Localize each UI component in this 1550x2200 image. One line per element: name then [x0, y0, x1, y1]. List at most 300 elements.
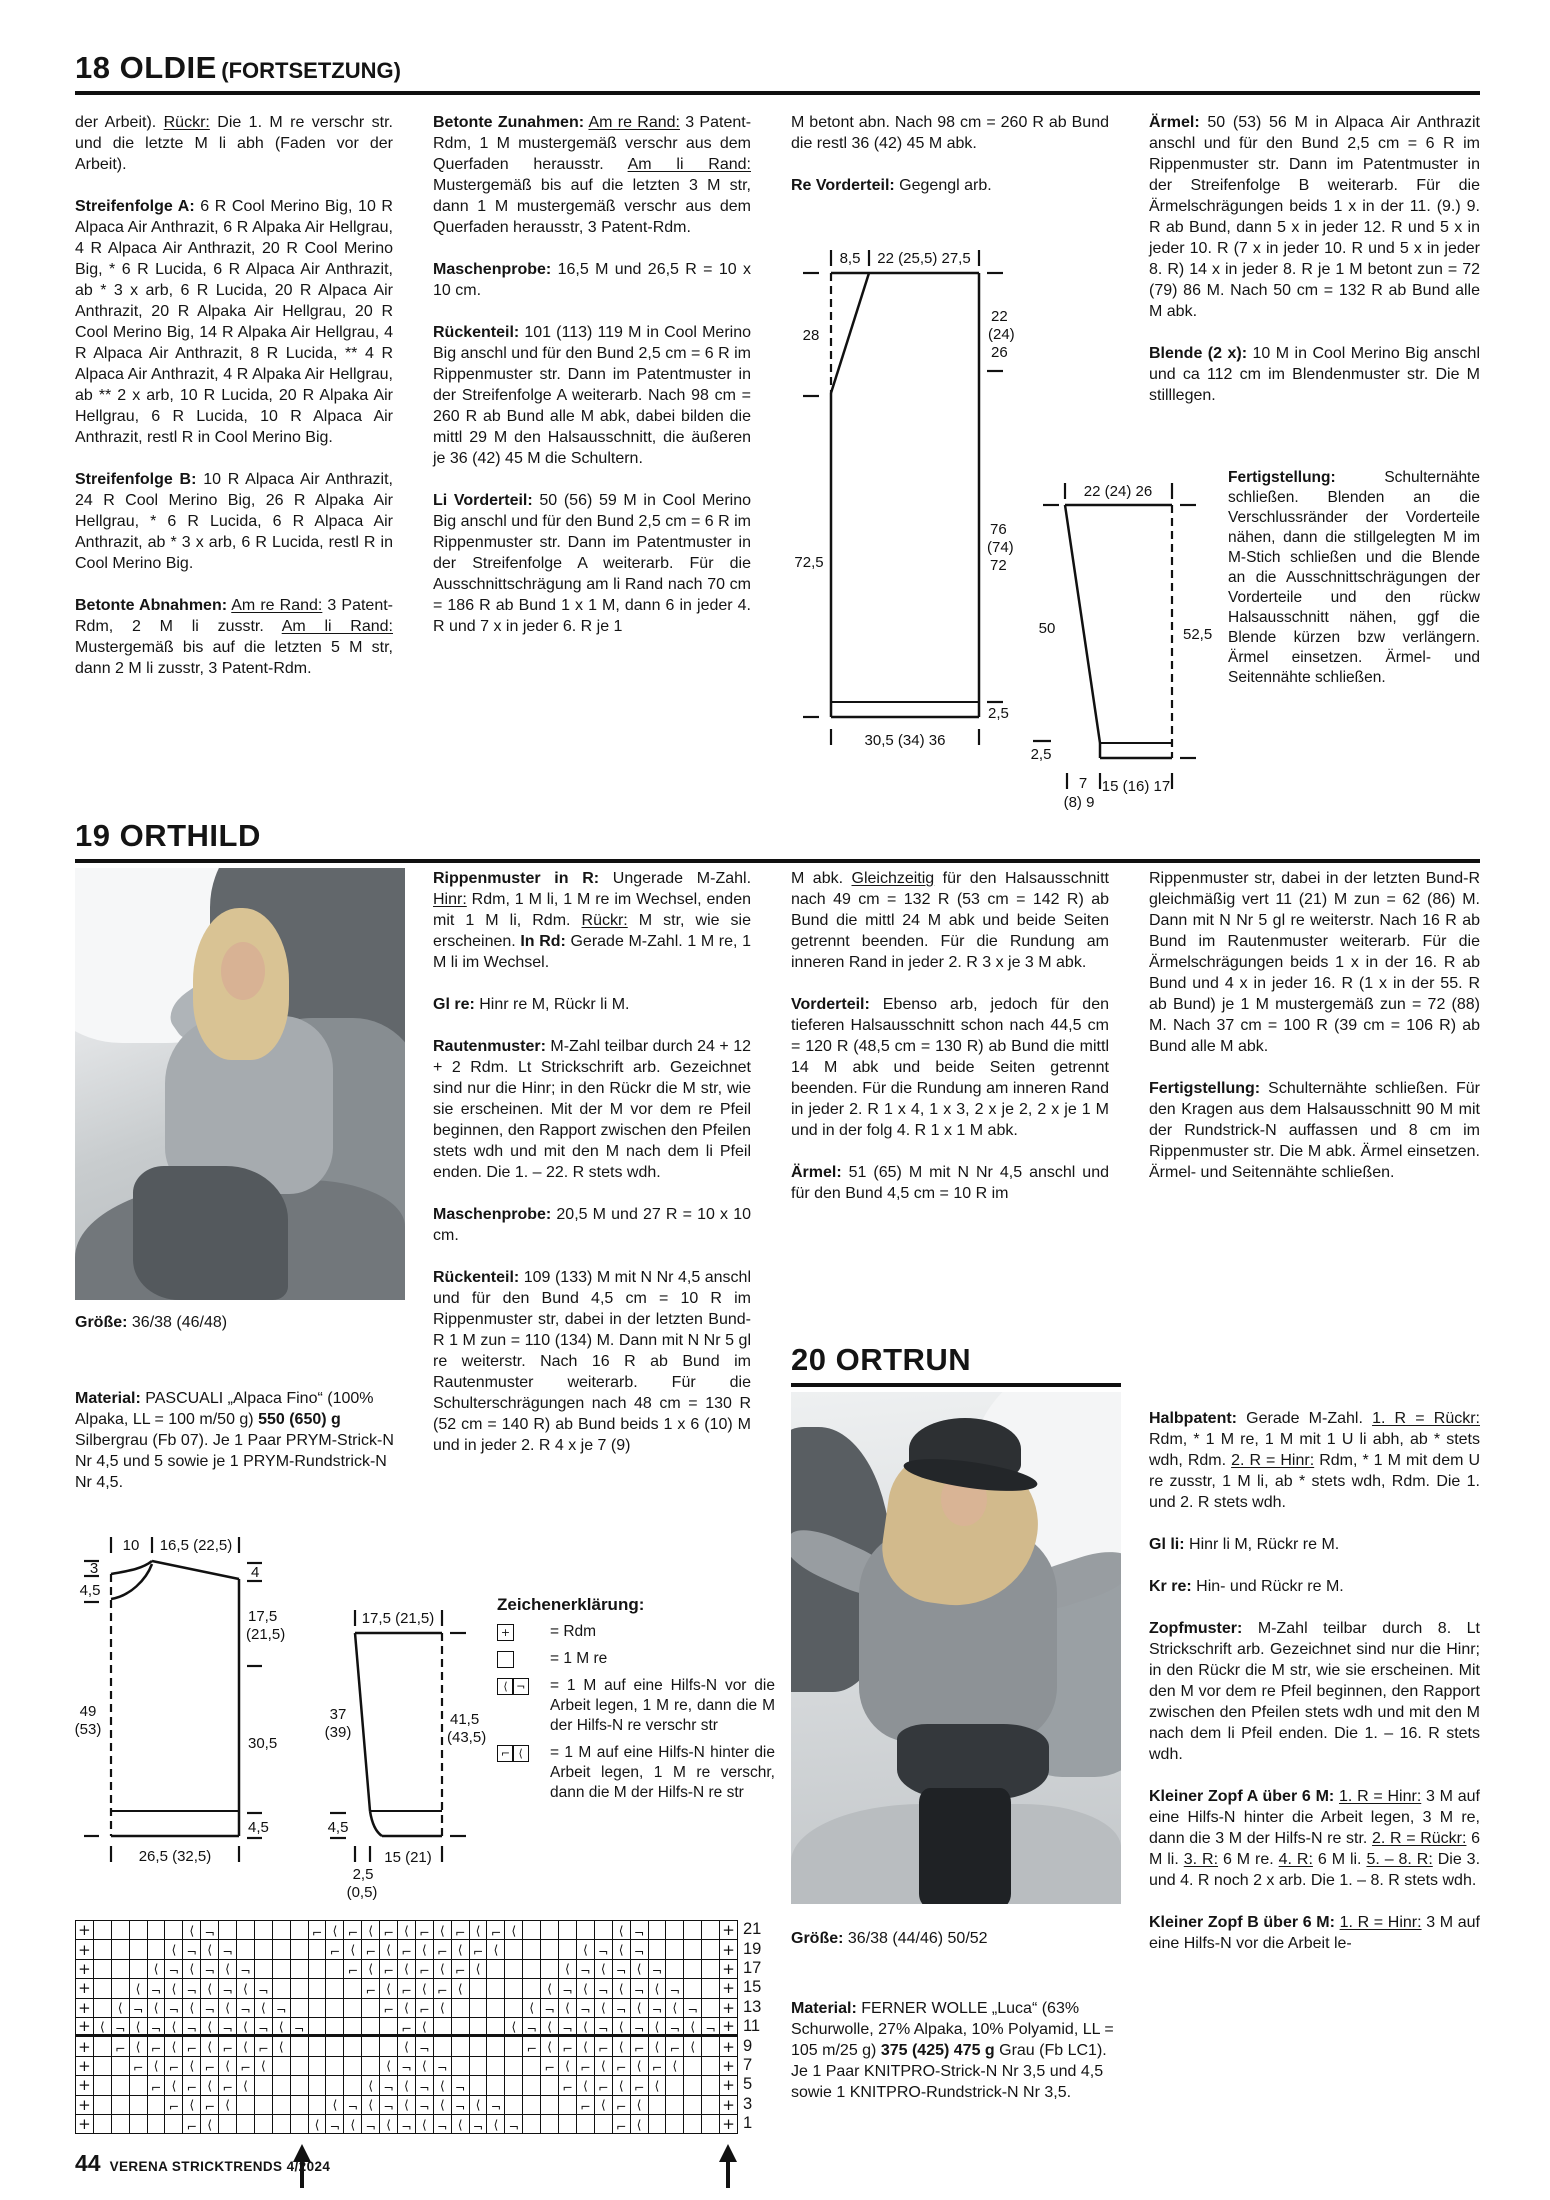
- chart-cell: [344, 2057, 362, 2076]
- text-run: Rdm, * 1 M mit dem U re zusstr, 1 M li, ab * stets wdh, Rdm. Die 1. und 2. R stets wdh.: [1149, 1452, 1481, 1511]
- text-run: 16,5 M und 26,5 R = 10 x 10 cm.: [433, 261, 751, 299]
- chart-cell: [595, 1960, 613, 1979]
- text-run: Gerade M-Zahl. 1 M re, 1 M li im Wechsel.: [433, 933, 751, 971]
- paragraph: [75, 1388, 405, 1493]
- chart-cell: [130, 1979, 148, 1998]
- chart-cell: [541, 2076, 559, 2095]
- chart-cell: [720, 2057, 738, 2076]
- chart-cell: [94, 1960, 112, 1979]
- chart-cell: [291, 2076, 309, 2095]
- chart-cell: [148, 1940, 166, 1959]
- paragraph: [433, 259, 751, 301]
- legend-text: = 1 M auf eine Hilfs-N vor die Arbeit legen, 1 M re, dann die M der Hilfs-N re verschr str: [550, 1677, 775, 1734]
- text-run: 5. – 8. R:: [1366, 1851, 1433, 1868]
- chart-cell: [505, 2037, 523, 2056]
- chart-cell: [112, 2018, 130, 2035]
- chart-cell: [684, 1960, 702, 1979]
- chart-cell: [666, 2018, 684, 2035]
- chart-cell: [559, 2057, 577, 2076]
- text-run: Kr re:: [1149, 1578, 1192, 1595]
- chart-cell: [309, 1960, 327, 1979]
- paragraph: [1149, 1408, 1480, 1513]
- measure-label: 28: [802, 327, 820, 344]
- text-run: Hinr:: [433, 891, 467, 908]
- chart-cell: [362, 2076, 380, 2095]
- chart-cell: [255, 2037, 273, 2056]
- chart-row-number: 15: [742, 1978, 762, 1997]
- chart-cell: [559, 2096, 577, 2115]
- stitch-symbol-box: ⟨: [512, 1745, 529, 1762]
- paragraph: [75, 469, 393, 574]
- text-run: der Arbeit).: [75, 114, 164, 131]
- chart-cell: [183, 2057, 201, 2076]
- chart-row: [76, 1979, 738, 1998]
- chart-cell: [649, 2018, 667, 2035]
- chart-cell: [309, 1979, 327, 1998]
- chart-cell: [452, 1921, 470, 1940]
- chart-cell: [702, 1999, 720, 2018]
- chart-cell: [720, 1999, 738, 2018]
- chart-cell: [595, 2096, 613, 2115]
- text-run: M betont abn. Nach 98 cm = 260 R ab Bund die restl 36 (42) 45 M abk.: [791, 114, 1109, 152]
- chart-cell: [112, 1940, 130, 1959]
- chart-cell: [165, 2018, 183, 2035]
- measure-label: 2,5: [1030, 746, 1052, 763]
- measure-label: 49: [79, 1703, 97, 1720]
- chart-cell: [470, 2037, 488, 2056]
- chart-cell: [452, 1999, 470, 2018]
- chart-cell: [380, 1979, 398, 1998]
- chart-cell: [631, 1921, 649, 1940]
- chart-cell: [684, 1921, 702, 1940]
- photo-model-legs: [919, 1788, 1011, 1904]
- chart-cell: [237, 2076, 255, 2095]
- chart-cell: [702, 2057, 720, 2076]
- text-run: Kleiner Zopf A über 6 M:: [1149, 1788, 1335, 1805]
- chart-cell: [541, 1979, 559, 1998]
- chart-cell: [631, 1979, 649, 1998]
- chart-cell: [595, 2037, 613, 2056]
- chart-cell: [559, 1960, 577, 1979]
- chart-cell: [577, 1999, 595, 2018]
- chart-cell: [76, 1960, 94, 1979]
- chart-cell: [165, 2096, 183, 2115]
- chart-cell: [237, 2057, 255, 2076]
- chart-cell: [94, 1921, 112, 1940]
- chart-cell: [183, 1979, 201, 1998]
- text-run: Schulternähte schließen. Blenden an die Verschlussränder der Vorderteile nähen, dann die stillgelegten M im M-Stich schließen und die Blende an die Ausschnittschrägungen der Vorderteile und den rückw Halsausschnitt nähen, ggf die Blende kürzen bzw verlängern. Ärmel einsetzen. Ärmel- und Seitennähte schließen.: [1228, 469, 1480, 686]
- chart-cell: [165, 2115, 183, 2134]
- chart-cell: [201, 2076, 219, 2095]
- chart-cell: [595, 1979, 613, 1998]
- chart-cell: [255, 2096, 273, 2115]
- chart-cell: [94, 2076, 112, 2095]
- chart-cell: [470, 2096, 488, 2115]
- chart-cell: [684, 2115, 702, 2134]
- stitch-symbol-box: [497, 1651, 514, 1668]
- chart-cell: [577, 2057, 595, 2076]
- chart-cell: [666, 2096, 684, 2115]
- chart-row: [76, 1960, 738, 1979]
- chart-cell: [523, 2057, 541, 2076]
- chart-cell: [219, 1979, 237, 1998]
- ortrun-size: [791, 1928, 1121, 1949]
- chart-cell: [76, 1940, 94, 1959]
- chart-cell: [631, 1999, 649, 2018]
- chart-cell: [219, 2076, 237, 2095]
- chart-cell: [505, 1979, 523, 1998]
- measure-label: 4,5: [248, 1819, 269, 1836]
- text-run: Am re Rand:: [588, 114, 680, 131]
- chart-cell: [380, 2018, 398, 2035]
- stitch-symbol-box: ⌐: [497, 1745, 514, 1762]
- chart-cell: [183, 1921, 201, 1940]
- chart-cell: [684, 2057, 702, 2076]
- paragraph: [75, 196, 393, 448]
- chart-cell: [148, 2057, 166, 2076]
- chart-cell: [76, 2057, 94, 2076]
- chart-cell: [255, 1979, 273, 1998]
- chart-cell: [416, 1940, 434, 1959]
- chart-cell: [362, 1999, 380, 2018]
- chart-cell: [112, 1979, 130, 1998]
- text-run: 101 (113) 119 M in Cool Merino Big anschl und für den Bund 2,5 cm = 6 R im Rippenmuster str. Dann im Patentmuster in der Streifenfolge A weiterarb. Nach 98 cm = 260 R ab Bund alle M abk, dabei bilden die mittl 29 M den Halsausschnitt, die äußeren je 36 (42) 45 M die Schultern.: [433, 324, 751, 467]
- chart-cell: [666, 2037, 684, 2056]
- measure-label: (53): [74, 1721, 102, 1738]
- chart-row: [76, 1999, 738, 2018]
- measure-label: 7: [1078, 775, 1088, 792]
- chart-cell: [666, 2057, 684, 2076]
- text-run: 375 (425) 475 g: [880, 2042, 995, 2059]
- chart-cell: [559, 2076, 577, 2095]
- chart-cell: [631, 2076, 649, 2095]
- chart-cell: [237, 1921, 255, 1940]
- chart-cell: [505, 2018, 523, 2035]
- chart-cell: [273, 2076, 291, 2095]
- chart-cell: [702, 2018, 720, 2035]
- chart-cell: [326, 2037, 344, 2056]
- measure-label: 4,5: [79, 1582, 101, 1599]
- text-run: Blende (2 x):: [1149, 345, 1248, 362]
- chart-cell: [613, 1999, 631, 2018]
- stitch-symbol-box: ⟨: [497, 1678, 514, 1695]
- text-run: Re Vorderteil:: [791, 177, 895, 194]
- chart-cell: [559, 1940, 577, 1959]
- chart-cell: [380, 1960, 398, 1979]
- column-orthild-3: [791, 868, 1109, 1204]
- measure-label: 22: [991, 308, 1008, 325]
- chart-cell: [523, 2115, 541, 2134]
- chart-cell: [291, 1979, 309, 1998]
- chart-cell: [452, 2115, 470, 2134]
- paragraph: [433, 868, 751, 973]
- chart-cell: [523, 1999, 541, 2018]
- measure-label: 10: [122, 1537, 140, 1554]
- chart-cell: [505, 2076, 523, 2095]
- chart-cell: [76, 1979, 94, 1998]
- text-run: 51 (65) M mit N Nr 4,5 anschl und für den Bund 4,5 cm = 10 R im: [791, 1164, 1109, 1202]
- chart-cell: [112, 1960, 130, 1979]
- chart-row-number: 3: [742, 2094, 753, 2113]
- chart-cell: [684, 1999, 702, 2018]
- measure-label: 72: [990, 557, 1007, 574]
- text-run: Am li Rand:: [281, 618, 393, 635]
- measure-label: (24): [988, 326, 1015, 343]
- chart-cell: [362, 2115, 380, 2134]
- text-run: für den Halsausschnitt nach 49 cm = 132 R (53 cm = 142 R) ab Bund die mittl 24 M abk und beide Seiten getrennt beenden. Für die Rundung am inneren Rand in jeder 2. R 3 x je 3 M abk.: [791, 870, 1109, 971]
- paragraph: [433, 322, 751, 469]
- chart-row-number: 7: [742, 2055, 753, 2074]
- chart-cell: [398, 2057, 416, 2076]
- paragraph: [75, 112, 393, 175]
- chart-cell: [487, 1940, 505, 1959]
- chart-cell: [94, 2018, 112, 2035]
- text-run: Gegengl arb.: [894, 177, 992, 194]
- chart-cell: [470, 1921, 488, 1940]
- ortrun-material: [791, 1998, 1121, 2103]
- chart-cell: [148, 2018, 166, 2035]
- chart-cell: [237, 2096, 255, 2115]
- chart-cell: [452, 1940, 470, 1959]
- measure-label: (0,5): [346, 1884, 378, 1901]
- chart-cell: [577, 2096, 595, 2115]
- section-header-oldie: [75, 50, 1480, 95]
- chart-cell: [595, 2076, 613, 2095]
- chart-cell: [165, 1921, 183, 1940]
- chart-cell: [201, 1999, 219, 2018]
- chart-cell: [541, 2057, 559, 2076]
- chart-row-number: 11: [742, 2017, 761, 2036]
- chart-cell: [452, 2076, 470, 2095]
- chart-cell: [326, 2076, 344, 2095]
- chart-cell: [470, 1960, 488, 1979]
- chart-row-number: 9: [742, 2036, 753, 2055]
- text-run: 6 M re.: [1218, 1851, 1279, 1868]
- text-run: 2. R = Rückr:: [1372, 1830, 1467, 1847]
- chart-row-number: 1: [742, 2114, 753, 2133]
- chart-cell: [201, 2037, 219, 2056]
- chart-cell: [130, 2057, 148, 2076]
- chart-cell: [112, 2037, 130, 2056]
- measure-label: 17,5: [248, 1608, 278, 1625]
- chart-cell: [631, 2096, 649, 2115]
- chart-cell: [541, 1999, 559, 2018]
- text-run: Li Vorderteil:: [433, 492, 533, 509]
- text-run: Hinr re M, Rückr li M.: [474, 996, 630, 1013]
- chart-cell: [505, 2057, 523, 2076]
- text-run: 3 Patent-Rdm, 1 M mustergemäß verschr aus dem Querfaden herausstr.: [433, 114, 752, 173]
- chart-cell: [219, 1999, 237, 2018]
- text-run: M abk.: [791, 870, 852, 887]
- legend-title: Zeichenerklärung:: [497, 1595, 645, 1614]
- chart-cell: [380, 1921, 398, 1940]
- text-run: Material:: [75, 1390, 141, 1407]
- text-run: Ärmel:: [791, 1164, 842, 1181]
- chart-cell: [255, 2076, 273, 2095]
- chart-cell: [219, 2018, 237, 2035]
- chart-cell: [148, 1999, 166, 2018]
- chart-cell: [398, 2037, 416, 2056]
- chart-cell: [291, 2037, 309, 2056]
- chart-row: [76, 2018, 738, 2037]
- chart-cell: [76, 2076, 94, 2095]
- legend-symbol: [497, 1743, 543, 1803]
- measure-label: 4,5: [327, 1819, 349, 1836]
- chart-cell: [94, 1999, 112, 2018]
- text-run: 20,5 M und 27 R = 10 x 10 cm.: [433, 1206, 751, 1244]
- chart-cell: [326, 2057, 344, 2076]
- paragraph: [791, 868, 1109, 973]
- chart-cell: [452, 1979, 470, 1998]
- chart-row-numbers: [743, 1920, 761, 2134]
- chart-cell: [201, 2057, 219, 2076]
- chart-cell: [183, 1999, 201, 2018]
- chart-row: [76, 2037, 738, 2056]
- section-title: 19 ORTHILD: [75, 818, 261, 853]
- chart-cell: [130, 1960, 148, 1979]
- chart-cell: [702, 1979, 720, 1998]
- chart-cell: [434, 1940, 452, 1959]
- chart-cell: [452, 2096, 470, 2115]
- chart-row-number: 5: [742, 2075, 753, 2094]
- text-run: Schulternähte schließen. Für den Kragen aus dem Halsausschnitt 90 M mit der Rundstrick-N auffassen und 8 cm im Rippenmuster str. Die M abk. Ärmel einsetzen. Ärmel- und Seitennähte schließen.: [1149, 1080, 1480, 1181]
- paragraph: [1149, 1786, 1480, 1891]
- chart-cell: [505, 1960, 523, 1979]
- chart-cell: [577, 2018, 595, 2035]
- chart-cell: [559, 1921, 577, 1940]
- chart-cell: [219, 1921, 237, 1940]
- chart-cell: [273, 1960, 291, 1979]
- text-run: Betonte Zunahmen:: [433, 114, 585, 131]
- measure-label: 30,5: [248, 1735, 278, 1752]
- text-run: Ebenso arb, jedoch für den tieferen Halsausschnitt schon nach 44,5 cm = 120 R (48,5 cm = 130 R) ab Bund die mittl 14 M abk und beide Seiten getrennt beenden. Für die Rundung am inneren Rand in jeder 2. R 1 x 4, 1 x 3, 2 x je 2, 2 x je 1 M und in der folg 4. R 1 x 1 M abk.: [791, 996, 1109, 1139]
- chart-cell: [452, 2057, 470, 2076]
- chart-cell: [326, 1999, 344, 2018]
- chart-cell: [380, 2096, 398, 2115]
- chart-cell: [309, 2057, 327, 2076]
- chart-cell: [326, 2096, 344, 2115]
- chart-cell: [505, 2096, 523, 2115]
- paragraph: [433, 994, 751, 1015]
- chart-cell: [684, 1940, 702, 1959]
- chart-cell: [577, 1979, 595, 1998]
- chart-cell: [291, 1999, 309, 2018]
- chart-cell: [416, 1999, 434, 2018]
- chart-cell: [112, 1921, 130, 1940]
- chart-cell: [452, 2037, 470, 2056]
- chart-cell: [273, 2057, 291, 2076]
- text-run: 109 (133) M mit N Nr 4,5 anschl und für den Bund 4,5 cm = 10 R im Rippenmuster str, dabei in der letzten Bund-R 1 M zun = 110 (134) M. Dann mit N Nr 5 gl re weiterstr. Nach 16 R ab Bund im Rautenmuster weiterarb. Für die Schulterschrägungen nach 48 cm = 130 R (52 cm = 140 R) ab Bund beids 1 x 6 (10) M und in jeder 2. R 4 x je 7 (9): [433, 1269, 751, 1454]
- chart-cell: [487, 2076, 505, 2095]
- measure-label: 30,5 (34) 36: [864, 732, 946, 749]
- chart-cell: [362, 1940, 380, 1959]
- chart-cell: [666, 1960, 684, 1979]
- chart-cell: [595, 1921, 613, 1940]
- legend-items: [497, 1622, 775, 1803]
- chart-cell: [291, 2115, 309, 2134]
- text-run: Grau (Fb LC1). Je 1 Paar KNITPRO-Strick-N Nr 3,5 und 4,5 sowie 1 KNITPRO-Rundstrick-N Nr 3,5.: [791, 2042, 1107, 2101]
- chart-cell: [666, 2076, 684, 2095]
- chart-cell: [505, 1940, 523, 1959]
- chart-cell: [541, 1940, 559, 1959]
- page-number: 44: [75, 2150, 101, 2176]
- chart-cell: [112, 2057, 130, 2076]
- chart-cell: [130, 1940, 148, 1959]
- chart-cell: [344, 1921, 362, 1940]
- chart-cell: [130, 2096, 148, 2115]
- chart-row-number: 21: [742, 1920, 762, 1939]
- measure-label: 76: [990, 521, 1007, 538]
- chart-cell: [702, 2037, 720, 2056]
- chart-cell: [398, 2096, 416, 2115]
- text-run: Zopfmuster:: [1149, 1620, 1243, 1637]
- text-run: Streifenfolge B:: [75, 471, 197, 488]
- chart-cell: [416, 1960, 434, 1979]
- chart-cell: [148, 1960, 166, 1979]
- measure-label: (74): [987, 539, 1014, 556]
- chart-cell: [273, 2096, 291, 2115]
- chart-cell: [666, 1999, 684, 2018]
- chart-cell: [684, 2076, 702, 2095]
- chart-cell: [201, 2096, 219, 2115]
- text-run: 3. R:: [1183, 1851, 1219, 1868]
- chart-cell: [416, 2057, 434, 2076]
- chart-cell: [219, 2115, 237, 2134]
- chart-cell: [559, 2018, 577, 2035]
- text-run: 4. R:: [1278, 1851, 1313, 1868]
- page-footer: [75, 2150, 330, 2177]
- stitch-symbol-box: +: [497, 1624, 514, 1641]
- measure-label: 15 (21): [384, 1849, 432, 1866]
- chart-cell: [613, 2115, 631, 2134]
- chart-cell: [201, 2018, 219, 2035]
- text-run: Größe:: [791, 1930, 844, 1947]
- measure-label: (39): [324, 1724, 352, 1741]
- chart-cell: [720, 2018, 738, 2035]
- chart-cell: [219, 2096, 237, 2115]
- chart-cell: [291, 2057, 309, 2076]
- chart-cell: [94, 1940, 112, 1959]
- chart-cell: [577, 1921, 595, 1940]
- text-run: Größe:: [75, 1314, 128, 1331]
- chart-cell: [470, 1999, 488, 2018]
- text-run: Streifenfolge A:: [75, 198, 195, 215]
- chart-row: [76, 2057, 738, 2076]
- chart-cell: [613, 1921, 631, 1940]
- column-oldie-4: [1149, 112, 1480, 406]
- chart-cell: [559, 2115, 577, 2134]
- paragraph: [433, 1204, 751, 1246]
- chart-cell: [523, 2018, 541, 2035]
- chart-cell: [398, 2018, 416, 2035]
- chart-cell: [416, 1979, 434, 1998]
- measure-label: (8) 9: [1063, 794, 1095, 811]
- chart-cell: [183, 2018, 201, 2035]
- chart-cell: [720, 2076, 738, 2095]
- chart-cell: [434, 2115, 452, 2134]
- chart-cell: [702, 1940, 720, 1959]
- chart-cell: [94, 1979, 112, 1998]
- chart-cell: [684, 2037, 702, 2056]
- chart-cell: [255, 2115, 273, 2134]
- chart-cell: [487, 2096, 505, 2115]
- chart-cell: [112, 2096, 130, 2115]
- paragraph: [791, 175, 1109, 196]
- column-orthild-2: [433, 868, 751, 1456]
- chart-row-number: 17: [742, 1958, 762, 1977]
- chart-cell: [255, 1960, 273, 1979]
- chart-cell: [523, 1940, 541, 1959]
